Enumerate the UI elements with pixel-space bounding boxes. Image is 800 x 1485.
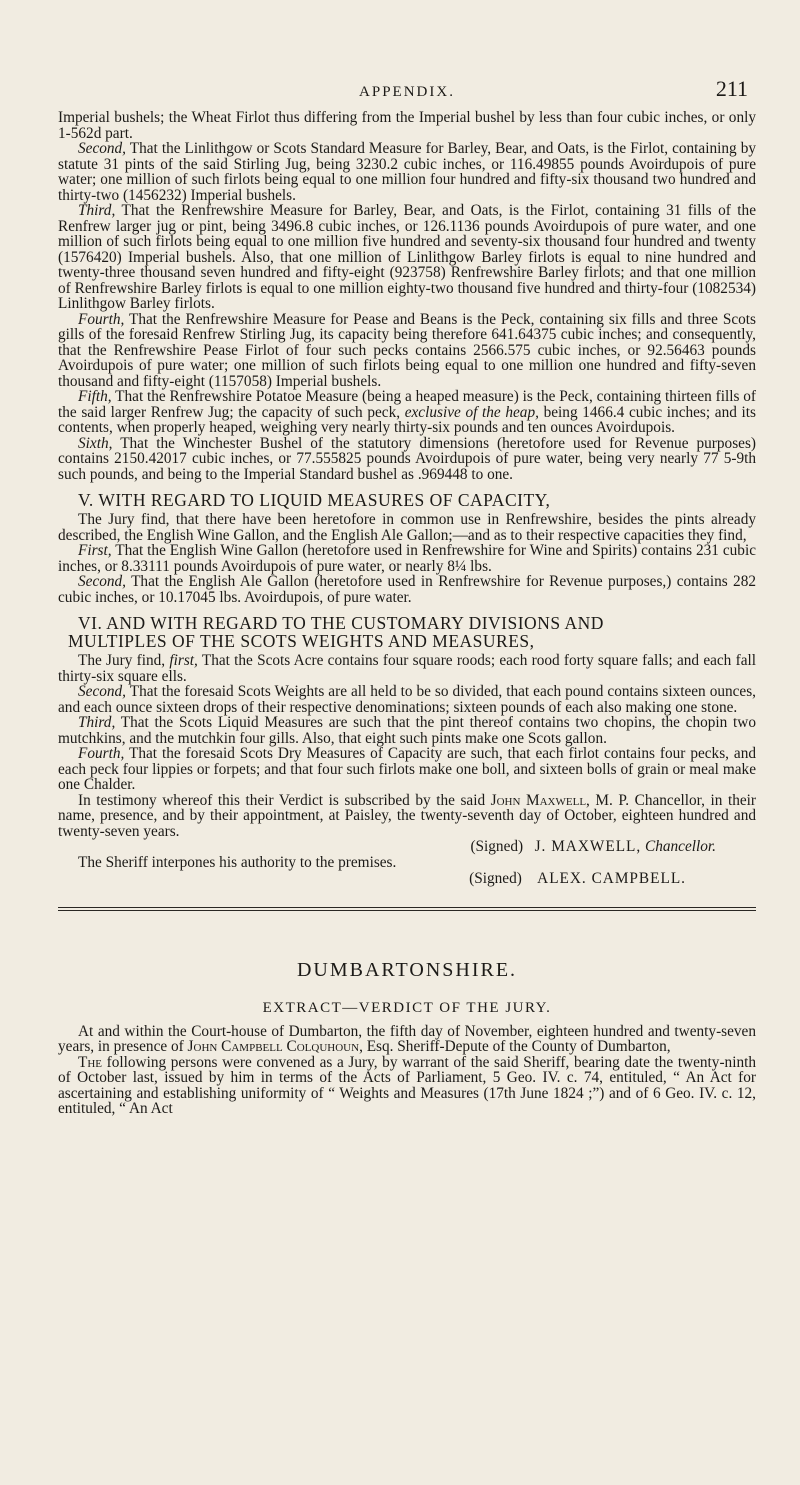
section-vi-heading bbox=[58, 614, 756, 650]
sheriff-line: The Sheriff interpones his authority to the premises. bbox=[78, 854, 397, 871]
lead-second-3: Second, bbox=[78, 683, 126, 700]
section-vi-testimony bbox=[58, 793, 756, 840]
lead-first: First, bbox=[78, 542, 112, 559]
lead-second: Second, bbox=[78, 140, 126, 157]
divider-rule-thin bbox=[58, 910, 756, 911]
signature-chancellor bbox=[58, 839, 756, 855]
lead-third: Third, bbox=[78, 202, 116, 219]
section-vi-heading-line2: MULTIPLES OF THE SCOTS WEIGHTS AND MEASURES, bbox=[68, 631, 535, 651]
section-vi-second bbox=[58, 684, 756, 715]
county-heading: DUMBARTONSHIRE. bbox=[296, 958, 518, 981]
signature-name-1: J. MAXWELL, bbox=[534, 838, 642, 855]
lead-fourth: Fourth, bbox=[78, 310, 125, 328]
paragraph-sixth-body: That the Winchester Bushel of the statutory dimensions (heretofore used for Revenue purposes) contains 2150.42017 cubic inches, or 77.555825 pounds Avoirdupois of pure water, being very nearly 77 5-9th such pounds, and being to the Imperial Standard bushel as .969448 to one. bbox=[58, 434, 756, 483]
dumbarton-p1-name: John Campbell Colquhoun bbox=[187, 1038, 360, 1055]
signature-signed-2: (Signed) bbox=[469, 869, 522, 887]
lead-sixth: Sixth, bbox=[78, 434, 113, 452]
page-number: 211 bbox=[715, 76, 748, 101]
paragraph-fifth-body-b: being 1466.4 cubic inches; and its contents, when properly heaped, weighing very nearly thirty-six pounds and ten ounces Avoirdupois. bbox=[58, 403, 757, 436]
extract-heading: EXTRACT—VERDICT OF THE JURY. bbox=[262, 999, 552, 1016]
dumbarton-p1-a: At and within the Court-house of Dumbarton, the fifth day of November, eighteen hundred and twenty-seven years, in presence of bbox=[58, 1022, 756, 1055]
dumbarton-p2-lead: The bbox=[78, 1053, 103, 1071]
section-v-first bbox=[58, 543, 756, 574]
paragraph-imperial-bushels: Imperial bushels; the Wheat Firlot thus differing from the Imperial bushel by less than four cubic inches, or only 1-562d part. bbox=[58, 109, 756, 142]
running-title: APPENDIX. bbox=[359, 84, 455, 100]
paragraph-fourth-body: That the Renfrewshire Measure for Pease and Beans is the Peck, containing six fills and three Scots gills of the foresaid Renfrew Stirling Jug, its capacity being therefore 641.64375 cubic inches; and consequently, that the Renfrewshire Pease Firlot of four such pecks contains 2566.575 cubic inches, or 92.56463 pounds Avoirdupois of pure water; one million of such firlots being equal to one million one hundred and fifty-seven thousand and fifty-eight (1157058) Imperial bushels. bbox=[58, 310, 756, 390]
section-vi-third-body: That the Scots Liquid Measures are such that the pint thereof contains two chopins, the chopin two mutchkins, and the mutchkin four gills. Also, that eight such pints make one Scots gallon. bbox=[58, 714, 756, 747]
lead-third-2: Third, bbox=[78, 714, 116, 731]
section-v-second bbox=[58, 574, 756, 605]
signature-name-2: ALEX. CAMPBELL. bbox=[537, 869, 686, 887]
lead-fourth-2: Fourth, bbox=[78, 745, 125, 762]
lead-second-2: Second, bbox=[78, 573, 126, 590]
section-vi-heading-line1: VI. AND WITH REGARD TO THE CUSTOMARY DIVISIONS AND bbox=[78, 613, 604, 633]
testimony-name: John Maxwell bbox=[490, 791, 587, 809]
paragraph-third-body: That the Renfrewshire Measure for Barley, Bear, and Oats, is the Firlot, containing 31 fills of the Renfrew larger jug or pint, being 3496.8 cubic inches, or 126.1136 pounds Avoirdupois of pure water, and one million of such firlots being equal to one million five hundred and seventy-six thousand four hundred and twenty (1576420) Imperial bushels. Also, that one million of Linlithgow Barley firlots is equal to nine hundred and twenty-three thousand seven hundred and fifty-eight (923758) Renfrewshire Barley firlots; and that one million of Renfrewshire Barley firlots is equal to one million eighty-two thousand five hundred and thirty-four (1082534) Linlithgow Barley firlots. bbox=[58, 202, 756, 312]
paragraph-second bbox=[58, 141, 756, 203]
dumbarton-p2-body: following persons were convened as a Jury, by warrant of the said Sheriff, bearing date the twenty-ninth of October last, issued by him in terms of the Acts of Parliament, 5 Geo. IV. c. 74, entituled, “ An Act for ascertaining and establishing uniformity of “ Weights and Measures (17th June 1824 ;”) and of 6 Geo. IV. c. 12, entituled, “ An Act bbox=[58, 1053, 756, 1117]
section-v-intro: The Jury find, that there have been heretofore in common use in Renfrewshire, besides the pints already described, the English Wine Gallon, and the English Ale Gallon;—and as to their respective capacities they find, bbox=[58, 511, 756, 544]
document-page bbox=[58, 0, 756, 1117]
section-vi-third bbox=[58, 715, 756, 746]
signature-sheriff bbox=[58, 871, 756, 887]
section-v-first-body: That the English Wine Gallon (heretofore used in Renfrewshire for Wine and Spirits) contains 231 cubic inches, or 8.33111 pounds Avoirdupois of pure water, or nearly 8¼ lbs. bbox=[58, 542, 756, 575]
divider-rule-thick bbox=[58, 907, 756, 908]
paragraph-fifth bbox=[58, 389, 756, 436]
section-vi-first bbox=[58, 653, 756, 684]
signature-signed-1: (Signed) bbox=[470, 838, 524, 855]
section-vi-second-body: That the foresaid Scots Weights are all held to be so divided, that each pound contains sixteen ounces, and each ounce sixteen drops of their respective denominations; sixteen pounds of each also making one stone. bbox=[58, 683, 756, 716]
jury-find-prefix: The Jury find, bbox=[78, 652, 170, 669]
section-vi-fourth-body: That the foresaid Scots Dry Measures of Capacity are such, that each firlot contains four pecks, and each peck four lippies or forpets; and that four such firlots make one boll, and sixteen bolls of grain or meal make one Chalder. bbox=[58, 745, 756, 793]
dumbarton-p1-b: , Esq. Sheriff-Depute of the County of Dumbarton, bbox=[359, 1038, 671, 1055]
section-vi-first-body: That the Scots Acre contains four square roods; each rood forty square falls; and each fall thirty-six square ells. bbox=[58, 652, 756, 685]
section-v-second-body: That the English Ale Gallon (heretofore used in Renfrewshire for Revenue purposes,) contains 282 cubic inches, or 10.17045 lbs. Avoirdupois, of pure water. bbox=[58, 573, 756, 606]
paragraph-second-body: That the Linlithgow or Scots Standard Measure for Barley, Bear, and Oats, is the Firlot, containing by statute 31 pints of the said Stirling Jug, being 3230.2 cubic inches, or 116.49855 pounds Avoirdupois of pure water; one million of such firlots being equal to one million four hundred and fifty-six thousand two hundred and thirty-two (1456232) Imperial bushels. bbox=[58, 140, 756, 204]
lead-fifth: Fifth, bbox=[78, 388, 112, 405]
paragraph-fifth-body-a: That the Renfrewshire Potatoe Measure (being a heaped measure) is the Peck, containing thirteen fills of the said larger Renfrew Jug; the capacity of such peck, bbox=[58, 388, 756, 421]
signature-role-1: Chancellor. bbox=[645, 838, 716, 855]
lead-first-2: first, bbox=[169, 652, 198, 669]
section-vi-fourth bbox=[58, 746, 756, 793]
paragraph-fifth-emphasis: exclusive of the heap, bbox=[404, 403, 539, 421]
dumbarton-paragraph-1 bbox=[58, 1024, 756, 1055]
paragraph-sixth bbox=[58, 436, 756, 483]
testimony-text-a: In testimony whereof this their Verdict is subscribed by the said bbox=[78, 791, 491, 809]
paragraph-third bbox=[58, 203, 756, 312]
section-v-heading: V. WITH REGARD TO LIQUID MEASURES OF CAPACITY, bbox=[78, 490, 551, 510]
paragraph-fourth bbox=[58, 312, 756, 390]
testimony-text-b: , M. P. Chancellor, in their name, presence, and by their appointment, at Paisley, the twenty-seventh day of October, eighteen hundred and twenty-seven years. bbox=[58, 791, 756, 840]
dumbarton-paragraph-2 bbox=[58, 1055, 756, 1117]
running-header bbox=[58, 0, 756, 110]
